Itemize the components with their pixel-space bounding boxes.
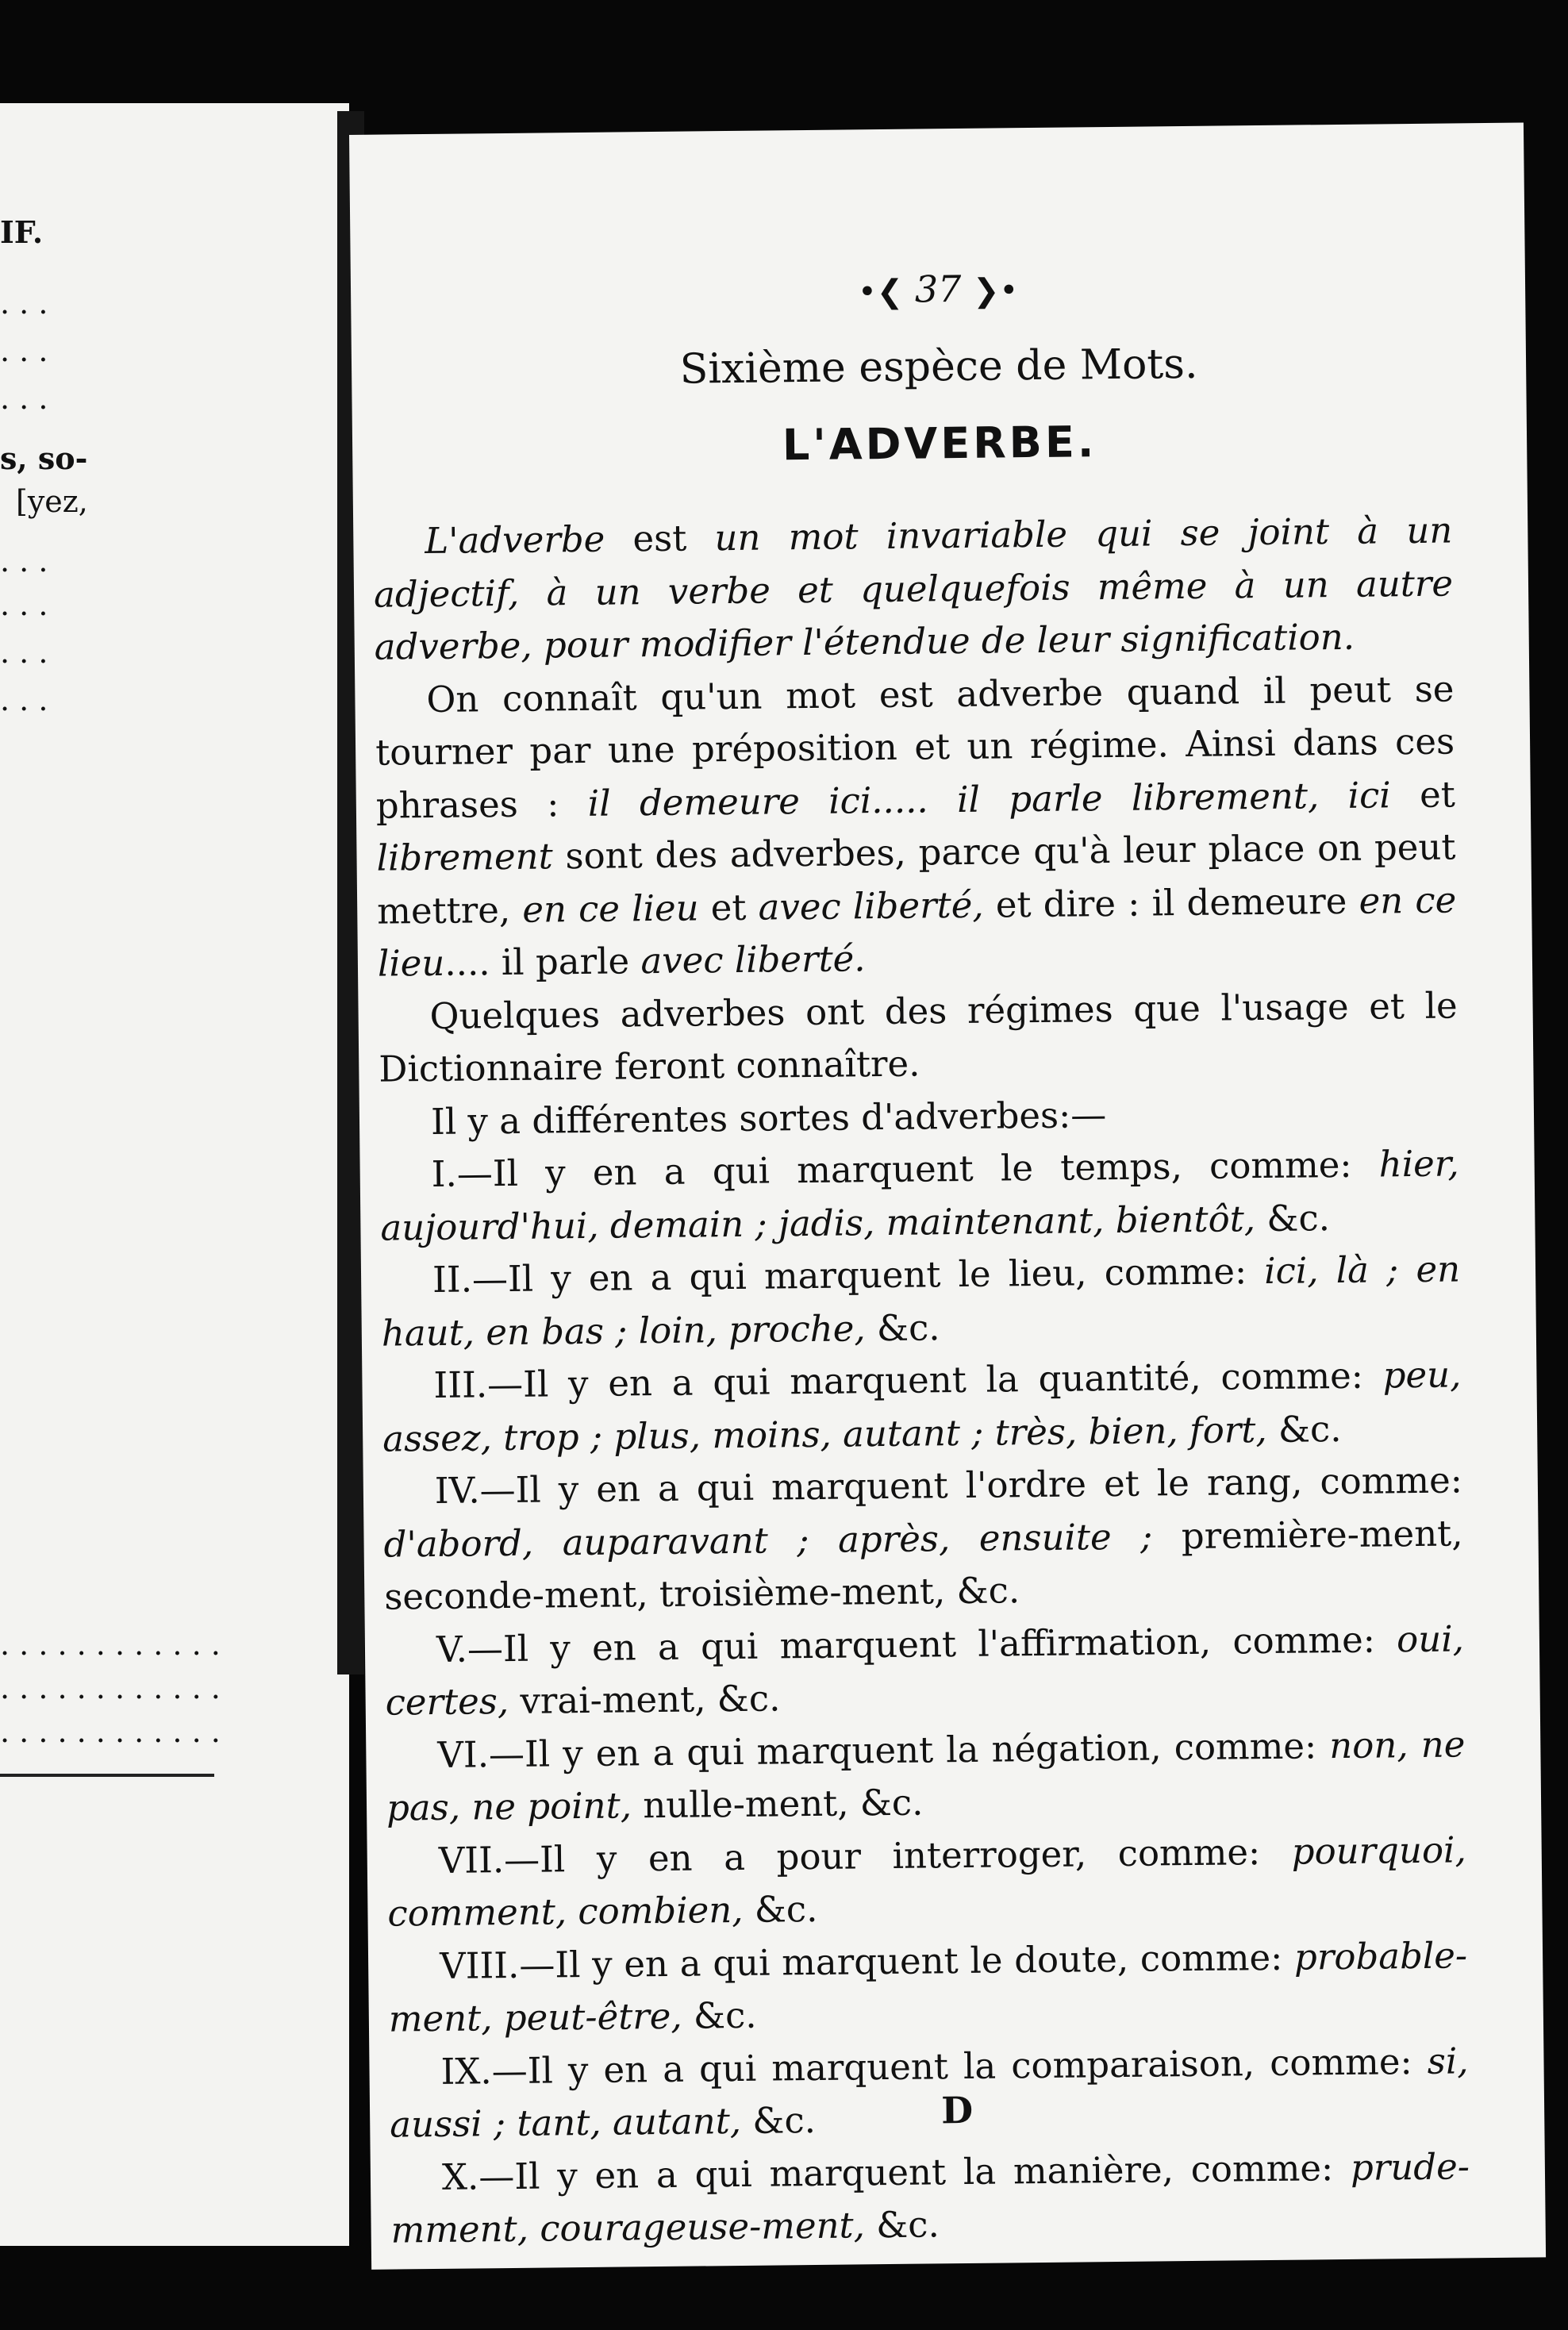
- previous-page-edge: [0, 103, 349, 2246]
- recognition-paragraph: On connaît qu'un mot est adverbe quand il peut se tourner par une préposition et un régime. Ainsi dans ces phrases : il demeure ici..... il parle librement, ici et librement sont des adverbes, parce qu'à leur place on peut mettre, en ce lieu et avec liberté, et dire : il demeure en ce lieu.... il parle avec liberté.: [375, 667, 1457, 985]
- adverb-kind-item: IV.—Il y en a qui marquent l'ordre et le rang, comme: d'abord, auparavant ; après, ensuite ; première-ment, seconde-ment, troisième-ment, &c.: [383, 1459, 1463, 1618]
- ornament-left-icon: •❮: [857, 273, 904, 311]
- signature-mark: D: [940, 2088, 974, 2132]
- adverb-kind-item: IX.—Il y en a qui marquent la comparaison, comme: si, aussi ; tant, autant, &c.: [389, 2039, 1469, 2146]
- left-page-fragment: s, so-: [0, 440, 88, 476]
- adverb-kind-item: VIII.—Il y en a qui marquent le doute, comme: probable-ment, peut-être, &c.: [388, 1933, 1468, 2040]
- body-text: [373, 504, 1470, 2257]
- adverb-kind-item: X.—Il y en a qui marquent la manière, comme: prude-mment, courageuse-ment, &c.: [390, 2144, 1470, 2251]
- left-page-dots: . . .: [0, 381, 48, 416]
- left-page-dots: . . . . . . . . . . . .: [0, 1627, 221, 1662]
- left-page-dots: . . . . . . . . . . . .: [0, 1714, 221, 1749]
- ornament-right-icon: ❯•: [972, 272, 1019, 310]
- adverb-kind-item: II.—Il y en a qui marquent le lieu, comme: ici, là ; en haut, en bas ; loin, proche, &c.: [381, 1248, 1461, 1355]
- adverb-kind-item: VI.—Il y en a qui marquent la négation, comme: non, ne pas, ne point, nulle-ment, &c.: [386, 1722, 1466, 1829]
- left-page-dots: . . .: [0, 682, 48, 717]
- left-page-dots: . . . . . . . . . . . .: [0, 1671, 221, 1705]
- left-page-dots: . . .: [0, 587, 48, 622]
- adverb-kind-item: III.—Il y en a qui marquent la quantité, comme: peu, assez, trop ; plus, moins, autant ; très, bien, fort, &c.: [382, 1353, 1462, 1460]
- page-number-line: [351, 261, 1525, 316]
- page-number: 37: [914, 267, 962, 311]
- left-page-fragment: IF.: [0, 214, 44, 250]
- chapter-heading: L'ADVERBE.: [782, 417, 1097, 471]
- definition-lead: L'adverbe: [425, 517, 605, 563]
- left-page-dots: . . .: [0, 286, 48, 321]
- left-page-fragment: [yez,: [16, 484, 88, 519]
- adverb-kind-item: I.—Il y en a qui marquent le temps, comme: hier, aujourd'hui, demain ; jadis, maintenant, bientôt, &c.: [380, 1142, 1459, 1249]
- left-page-dots: . . .: [0, 544, 48, 579]
- left-page-dots: . . .: [0, 333, 48, 368]
- list-intro: Il y a différentes sortes d'adverbes:—: [430, 1093, 1107, 1143]
- definition-paragraph: L'adverbe est un mot invariable qui se joint à un adjectif, à un verbe et quelquefois même à un autre adverbe, pour modifier l'étendue de leur signification.: [373, 509, 1454, 668]
- adverb-kind-item: V.—Il y en a qui marquent l'affirmation, comme: oui, certes, vrai-ment, &c.: [385, 1617, 1465, 1724]
- book-page: [349, 123, 1546, 2270]
- section-title: Sixième espèce de Mots.: [679, 340, 1198, 394]
- regimes-paragraph: Quelques adverbes ont des régimes que l'usage et le Dictionnaire feront connaître.: [379, 983, 1458, 1090]
- left-page-rule: [0, 1774, 214, 1777]
- left-page-dots: . . .: [0, 635, 48, 670]
- definition-text: un mot invariable qui se joint à un adjectif, à un verbe et quelquefois même à un autre adverbe, pour modifier l'étendue de leur signification.: [373, 509, 1454, 668]
- adverb-kind-item: VII.—Il y en a pour interroger, comme: pourquoi, comment, combien, &c.: [387, 1828, 1466, 1935]
